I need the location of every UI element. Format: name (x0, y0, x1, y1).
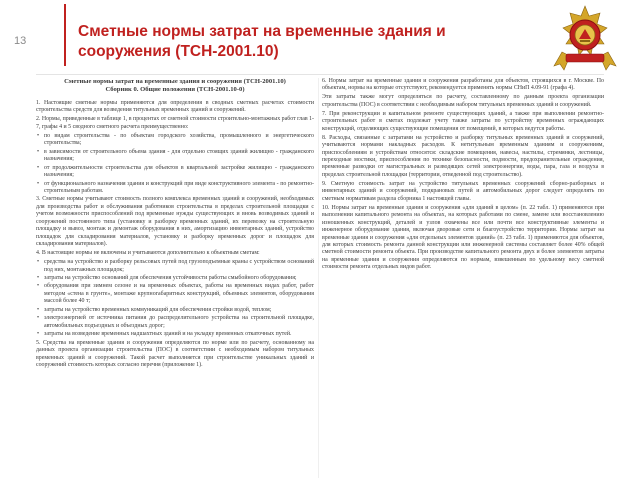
title-accent-line (64, 4, 66, 66)
bullet-item: • затраты на устройство временных коммуникаций для обеспечения стройки водой, теплом; (36, 307, 314, 314)
bullet-item: • от функционального назначения здания и конструкций при виде конструктивного элемента - по ремонтно-строительным работам. (36, 181, 314, 196)
slide-title-line-1: Сметные нормы затрат на временные здания и (78, 23, 446, 40)
page-divider (318, 78, 319, 478)
document-heading-line-1: Сметные нормы затрат на временные здания и сооружения (ТСН-2001.10) (64, 78, 286, 85)
slide-title-line-2: сооружения (ТСН-2001.10) (78, 43, 279, 60)
paragraph: 6. Нормы затрат на временные здания и сооружения разработаны для объектов, строящихся в г. Москве. По объектам, нормы на которые отсутствуют, рекомендуется применять нормы СНиП 4.09-91 (графа 4). (322, 78, 604, 92)
slide-title (78, 22, 508, 62)
bullet-item: • от продолжительности строительства для объектов в квартальной застройке жилищно - гражданского назначения; (36, 165, 314, 180)
bullet-item: • электроэнергией от источника питания до распределительного устройства на строительной площадке, автомобильных подъездных и объездных дорог; (36, 315, 314, 330)
paragraph: 9. Сметную стоимость затрат на устройство титульных временных сооружений сборно-разборных и инвентарных зданий и сооружений, подкрановых путей и автомобильных дорог следует определять по сметным нормативам раздела сборника 1 настоящей главы. (322, 180, 604, 202)
document-left-body (36, 100, 314, 369)
paragraph: 5. Средства на временные здания и сооружения определяются по норме или по расчету, основанному на данных проекта организации строительства (ПОС) в соответствии с необходимым набором титульных временных зданий и сооружений. Такой расчет выполняется при строительстве уникальных зданий и сооружений стоимость которых согласно перечня (приложение 1). (36, 339, 314, 368)
paragraph: 3. Сметные нормы учитывают стоимость полного комплекса временных зданий и сооружений, необходимых для производства работ и обслуживания работников строительства в пределах строительной площадки с учетом возможности приспособлений под временные нужды существующих и вновь возводимых зданий и сооружений постоянного типа (установку и разборку временных зданий, их перевозку на строительную площадку и вывоз, монтаж и демонтаж оборудования в них, амортизацию инвентарных зданий, устройство площадок для складирования материалов, установку и разборку временных дорог и площадок для складирования материалов). (36, 196, 314, 248)
bullet-item: • по видам строительства - по объектам городского хозяйства, промышленного и энергетического строительства; (36, 133, 314, 148)
paragraph: 4. В настоящие нормы не включены и учитываются дополнительно к объектным сметам: (36, 250, 260, 257)
paragraph: 7. При реконструкции и капитальном ремонте существующих зданий, а также при выполнении ремонтно-строительных работ в сметах подлежат учету также затраты по устройству временных ограждающих конструкций, отделяющих существующие помещения от помещений, в которых ведутся работы. (322, 110, 604, 132)
paragraph: 10. Нормы затрат на временные здания и сооружения «для зданий в целом» (п. 22 табл. 1) применяются при выполнении капитального ремонта на объектах, на которых работами по смене, замене или восстановлению изношенных конструкций, деталей и узлов охвачены все или почти все конструктивные элементы и инженерное оборудование здания, включая дворовые сети и благоустройство территории. Нормы затрат на временные здания и сооружения «для отдельных элементов зданий» (п. 23 табл. 1) применяются для объектов, для которых стоимость ремонта данной конструкции или инженерной системы составляет более 40% общей сметной стоимости ремонта объекта. При производстве капитального ремонта двух и более элементов затраты на временные здания и сооружения определяются по нормам, взвешенным по удельному весу сметной стоимости ремонта отдельных видов работ. (322, 204, 604, 271)
paragraph: 1. Настоящие сметные нормы применяются для определения в сводных сметных расчетах стоимости строительства средств для возведения титульных временных зданий и сооружений. (36, 100, 314, 114)
paragraph: Эти затраты также могут определяться по расчету, составленному по данным проекта организации строительства (ПОС) в соответствии с необходимым набором титульных временных зданий и сооружений. (322, 94, 604, 108)
bullet-item: • затраты на устройство оснований для обеспечения устойчивости работы смыбойного оборудования; (36, 275, 314, 282)
slide-number: 13 (14, 35, 27, 47)
document-page-right (322, 76, 604, 479)
bullet-item: • средства на устройство и разборку рельсовых путей под грузоподъемные краны с устройством оснований под них, монтажных площадок; (36, 259, 314, 274)
paragraph: 8. Расходы, связанные с затратами на устройство и разборку титульных временных зданий и сооружений, учитываются нормами накладных расходов. К нетитульным временным зданиям и сооружениям, приспособлениям и устройствам относятся: складские помещения, навесы, настилы, стремянки, лестницы, переходные мостики, приспособления по технике безопасности, подмости, предохранительные ограждения, временные разводки от магистральных и разводящих сетей электроэнергии, воды, пара, газа и воздуха в пределах строительной площадки (территории, отведенной под строительство). (322, 134, 604, 178)
paragraph: 2. Нормы, приведенные в таблице 1, в процентах от сметной стоимости строительно-монтажных работ глав 1-7, графы 4 и 5 сводного сметного расчета преимущественно: (36, 116, 314, 130)
bullet-item: • затраты на возведение временных надшахтных зданий и на укладку временных откаточных путей. (36, 331, 314, 338)
document-right-body (322, 78, 604, 272)
document-heading-line-2: Сборник 0. Общие положения (ТСН-2001.10-0) (105, 86, 245, 93)
document-page-left (36, 76, 314, 479)
university-emblem-icon (546, 2, 624, 72)
bullet-item: • в зависимости от строительного объема здания - для отдельно стоящих зданий жилищно - гражданского назначения; (36, 149, 314, 164)
bullet-item: • оборудования при зимнем сезоне и на временных объектах, работы на временных видах работ, работ методом «стена в грунте», монтаже крупногабаритных конструкций, объемных элементов, оборудования массой более 40 т; (36, 283, 314, 305)
header-divider (36, 74, 604, 75)
document-heading (36, 78, 314, 94)
